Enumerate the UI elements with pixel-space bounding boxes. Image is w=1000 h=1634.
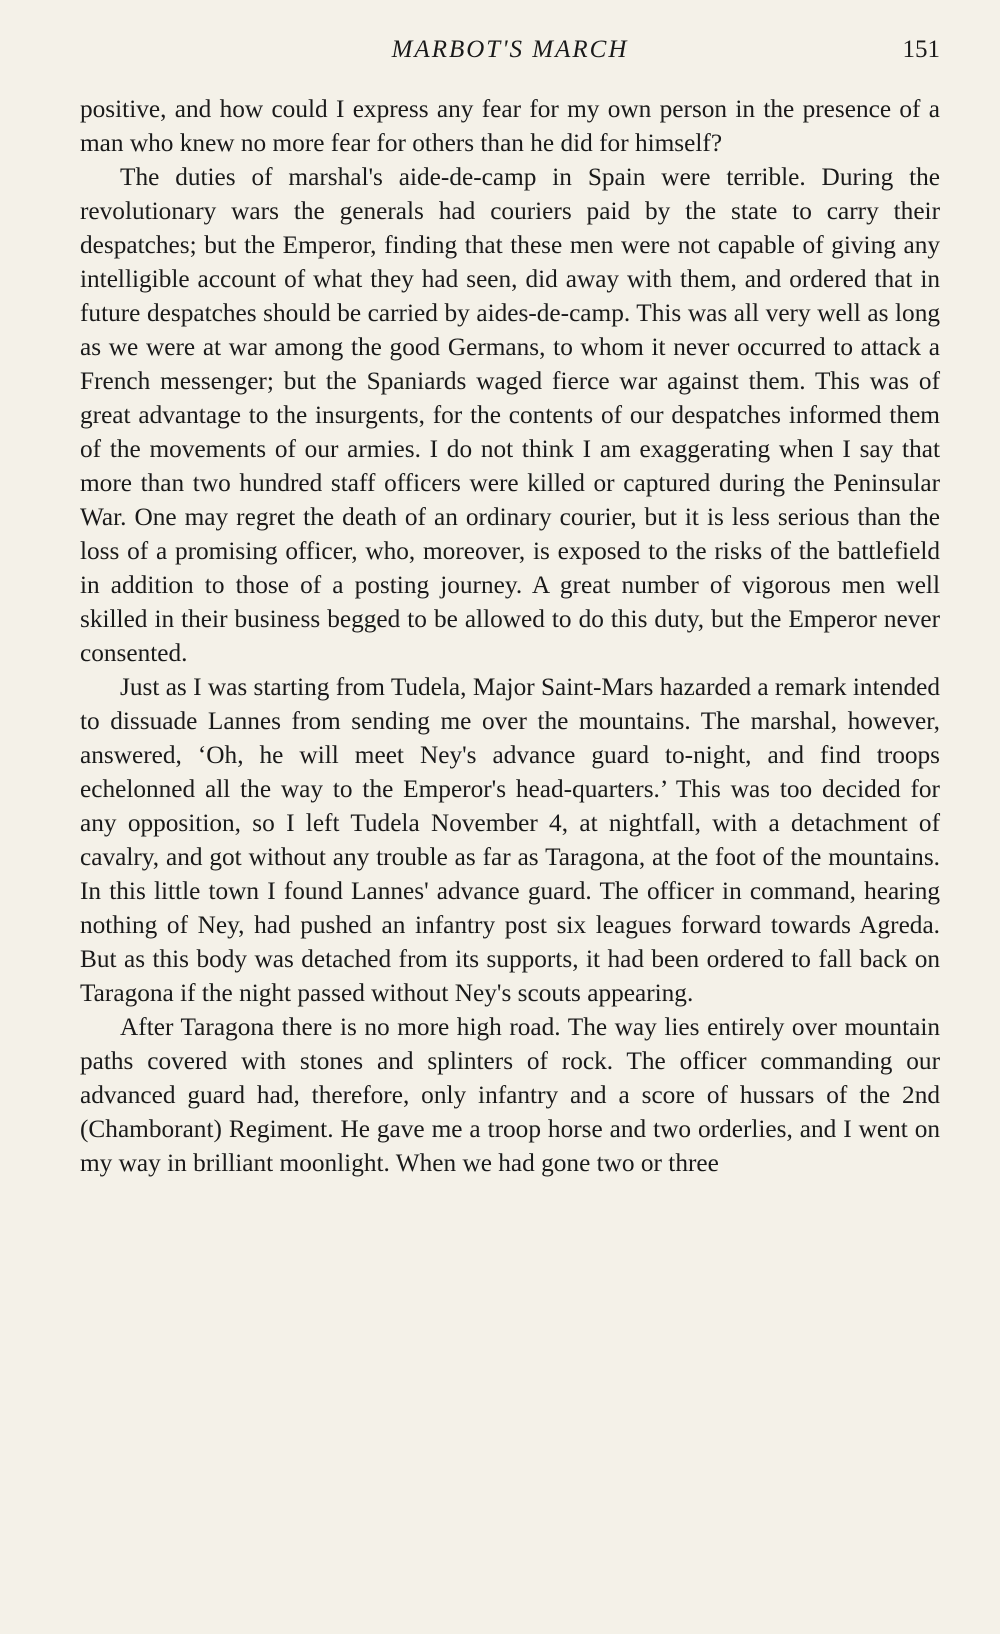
running-title: MARBOT'S MARCH xyxy=(391,36,629,63)
page-number: 151 xyxy=(902,36,940,63)
body-text xyxy=(80,92,940,1180)
paragraph-leaving-tudela: Just as I was starting from Tudela, Major Saint-Mars hazarded a remark intended to dissuade Lannes from sending me over the mountains. The marshal, however, answered, ‘Oh, he will meet Ney's advance guard to-night, and find troops echelonned all the way to the Emperor's head-quarters.’ This was too decided for any opposition, so I left Tudela November 4, at nightfall, with a detachment of cavalry, and got without any trouble as far as Taragona, at the foot of the mountains. In this little town I found Lannes' advance guard. The officer in command, hearing nothing of Ney, had pushed an infantry post six leagues forward towards Agreda. But as this body was detached from its supports, it had been ordered to fall back on Taragona if the night passed without Ney's scouts appearing. xyxy=(80,673,940,1007)
paragraph-aide-de-camp-duties: The duties of marshal's aide-de-camp in Spain were terrible. During the revolutionary wars the generals had couriers paid by the state to carry their despatches; but the Emperor, finding that these men were not capable of giving any intelligible account of what they had seen, did away with them, and ordered that in future despatches should be carried by aides-de-camp. This was all very well as long as we were at war among the good Germans, to whom it never occurred to attack a French messenger; but the Spaniards waged fierce war against them. This was of great advantage to the insurgents, for the contents of our despatches informed them of the movements of our armies. I do not think I am exaggerating when I say that more than two hundred staff officers were killed or captured during the Peninsular War. One may regret the death of an ordinary courier, but it is less serious than the loss of a promising officer, who, moreover, is exposed to the risks of the battlefield in addition to those of a posting journey. A great number of vigorous men well skilled in their business begged to be allowed to do this duty, but the Emperor never consented. xyxy=(80,163,940,667)
paragraph-continued: positive, and how could I express any fear for my own person in the presence of a man who knew no more fear for others than he did for himself? xyxy=(80,95,940,157)
running-head xyxy=(80,30,940,74)
paragraph-after-taragona: After Taragona there is no more high road. The way lies entirely over mountain paths covered with stones and splinters of rock. The officer commanding our advanced guard had, therefore, only infantry and a score of hussars of the 2nd (Chamborant) Regiment. He gave me a troop horse and two orderlies, and I went on my way in brilliant moonlight. When we had gone two or three xyxy=(80,1013,940,1177)
